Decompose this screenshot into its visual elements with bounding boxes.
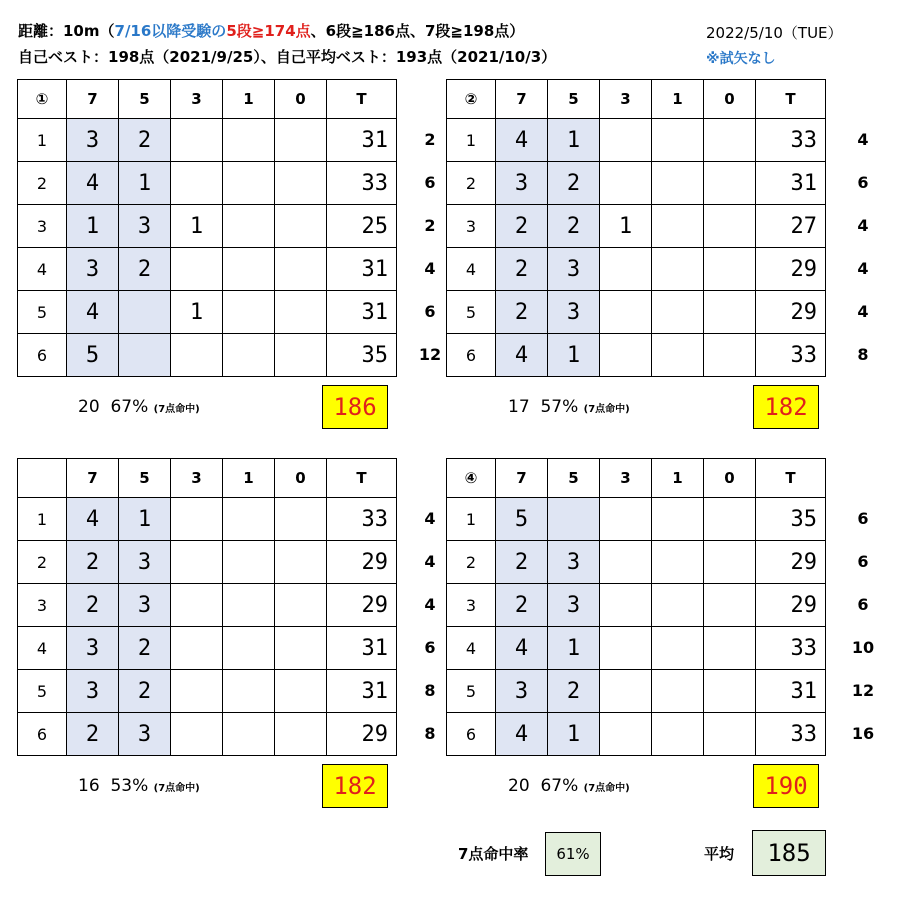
score-table-4 — [446, 458, 826, 756]
count-cell-c3 — [600, 584, 652, 627]
side-value: 4 — [424, 595, 436, 614]
round-number: 5 — [18, 291, 67, 334]
count-cell-c5 — [119, 291, 171, 334]
column-header: 1 — [652, 459, 704, 498]
round-number: 4 — [18, 248, 67, 291]
count-cell-c3 — [600, 162, 652, 205]
count-cell-c5: 3 — [119, 713, 171, 756]
session-note: ※試矢なし — [706, 51, 776, 67]
side-value: 4 — [424, 259, 436, 278]
count-cell-c0 — [275, 291, 327, 334]
count-cell-c0 — [275, 162, 327, 205]
count-cell-c1 — [652, 248, 704, 291]
round-number: 6 — [447, 334, 496, 377]
round-total: 29 — [327, 541, 397, 584]
side-value: 4 — [857, 216, 869, 235]
count-cell-c1 — [223, 670, 275, 713]
count-cell-c7: 4 — [67, 498, 119, 541]
side-value: 6 — [424, 173, 436, 192]
column-header: 1 — [223, 459, 275, 498]
count-cell-c1 — [223, 119, 275, 162]
round-number: 5 — [447, 291, 496, 334]
count-cell-c0 — [275, 248, 327, 291]
side-value: 6 — [857, 595, 869, 614]
count-cell-c0 — [275, 670, 327, 713]
count-cell-c1 — [223, 498, 275, 541]
count-cell-c7: 5 — [67, 334, 119, 377]
count-cell-c0 — [704, 498, 756, 541]
round-number: 3 — [18, 205, 67, 248]
average-value: 185 — [752, 830, 826, 876]
hit-rate-label: 7点命中率 — [458, 845, 529, 863]
count-cell-c1 — [223, 291, 275, 334]
round-total: 29 — [327, 713, 397, 756]
column-header: T — [327, 459, 397, 498]
dan-thresholds: 、6段≧186点、7段≧198点） — [310, 22, 525, 40]
count-cell-c5: 2 — [119, 627, 171, 670]
count-cell-c3: 1 — [600, 205, 652, 248]
side-value: 8 — [424, 724, 436, 743]
count-cell-c3 — [171, 162, 223, 205]
column-header: 0 — [704, 80, 756, 119]
count-cell-c7: 1 — [67, 205, 119, 248]
count-cell-c0 — [275, 119, 327, 162]
session-date: 2022/5/10（TUE） — [706, 24, 843, 42]
round-number: 1 — [447, 119, 496, 162]
side-value: 8 — [857, 345, 869, 364]
round-number: 4 — [447, 627, 496, 670]
hit-rate-note: (7点命中) — [153, 404, 200, 415]
round-number: 1 — [18, 119, 67, 162]
header-line-2: 自己ベスト：198点（2021/9/25）、自己平均ベスト：193点（2021/10/3） — [18, 48, 557, 66]
side-value: 4 — [857, 259, 869, 278]
round-number: 5 — [18, 670, 67, 713]
hit-summary — [78, 397, 200, 417]
count-cell-c7: 4 — [496, 334, 548, 377]
score-table-2 — [446, 79, 826, 377]
side-value: 2 — [424, 130, 436, 149]
hit-rate-note: (7点命中) — [153, 783, 200, 794]
count-cell-c3 — [600, 541, 652, 584]
side-value: 16 — [851, 724, 875, 743]
count-cell-c3 — [171, 541, 223, 584]
table-row — [447, 205, 826, 248]
table-row — [447, 713, 826, 756]
column-header: 3 — [600, 459, 652, 498]
score-table-1 — [17, 79, 397, 377]
round-number: 6 — [18, 713, 67, 756]
hit-rate: 57% — [540, 397, 579, 417]
count-cell-c5: 1 — [548, 334, 600, 377]
hit-count: 17 — [508, 397, 530, 417]
average-label: 平均 — [704, 845, 735, 863]
dan5-threshold: 5段≧174点 — [226, 22, 311, 40]
count-cell-c7: 3 — [67, 119, 119, 162]
count-cell-c0 — [704, 670, 756, 713]
count-cell-c1 — [223, 541, 275, 584]
round-number: 4 — [447, 248, 496, 291]
hit-rate: 53% — [110, 776, 149, 796]
hit-rate-value: 61% — [545, 832, 601, 876]
table-row — [18, 713, 397, 756]
column-header: 0 — [275, 459, 327, 498]
count-cell-c3 — [600, 248, 652, 291]
column-header: 1 — [652, 80, 704, 119]
hit-rate-note: (7点命中) — [583, 783, 630, 794]
count-cell-c7: 3 — [496, 162, 548, 205]
count-cell-c7: 4 — [496, 627, 548, 670]
table-row — [447, 498, 826, 541]
count-cell-c1 — [652, 498, 704, 541]
table-total: 186 — [322, 385, 388, 429]
count-cell-c5: 3 — [119, 541, 171, 584]
count-cell-c7: 2 — [496, 291, 548, 334]
round-total: 33 — [327, 498, 397, 541]
round-total: 27 — [756, 205, 826, 248]
table-corner: ② — [447, 80, 496, 119]
count-cell-c7: 4 — [67, 291, 119, 334]
column-header: 1 — [223, 80, 275, 119]
count-cell-c0 — [275, 541, 327, 584]
round-total: 29 — [756, 291, 826, 334]
round-total: 29 — [756, 584, 826, 627]
hit-count: 20 — [78, 397, 100, 417]
side-value: 12 — [851, 681, 875, 700]
count-cell-c0 — [704, 713, 756, 756]
count-cell-c3 — [600, 119, 652, 162]
count-cell-c7: 3 — [67, 248, 119, 291]
column-header: 0 — [275, 80, 327, 119]
column-header: T — [756, 80, 826, 119]
count-cell-c3 — [171, 498, 223, 541]
column-header: 0 — [704, 459, 756, 498]
count-cell-c5: 2 — [548, 162, 600, 205]
count-cell-c1 — [223, 248, 275, 291]
table-total: 190 — [753, 764, 819, 808]
count-cell-c5: 3 — [548, 584, 600, 627]
table-row — [18, 670, 397, 713]
count-cell-c5: 1 — [119, 162, 171, 205]
count-cell-c5: 3 — [548, 248, 600, 291]
round-number: 2 — [18, 162, 67, 205]
count-cell-c5: 2 — [119, 119, 171, 162]
table-row — [18, 541, 397, 584]
count-cell-c5: 1 — [548, 713, 600, 756]
count-cell-c1 — [652, 713, 704, 756]
count-cell-c0 — [704, 119, 756, 162]
hit-rate: 67% — [110, 397, 149, 417]
side-value: 6 — [857, 552, 869, 571]
count-cell-c3: 1 — [171, 205, 223, 248]
column-header: 3 — [171, 80, 223, 119]
column-header: 7 — [496, 80, 548, 119]
header-line-1 — [18, 20, 524, 41]
count-cell-c7: 2 — [67, 713, 119, 756]
count-cell-c7: 2 — [496, 541, 548, 584]
count-cell-c1 — [652, 670, 704, 713]
table-row — [18, 291, 397, 334]
table-row — [18, 627, 397, 670]
count-cell-c3 — [171, 670, 223, 713]
count-cell-c7: 2 — [496, 584, 548, 627]
count-cell-c5: 1 — [548, 119, 600, 162]
table-row — [447, 291, 826, 334]
count-cell-c0 — [275, 584, 327, 627]
side-value: 6 — [857, 173, 869, 192]
count-cell-c7: 3 — [67, 627, 119, 670]
round-number: 2 — [447, 541, 496, 584]
distance-text: 距離：10m（ — [18, 22, 115, 40]
count-cell-c0 — [704, 627, 756, 670]
count-cell-c3 — [600, 670, 652, 713]
count-cell-c3 — [171, 334, 223, 377]
count-cell-c1 — [652, 541, 704, 584]
count-cell-c5: 1 — [548, 627, 600, 670]
side-value: 4 — [857, 302, 869, 321]
hit-rate: 67% — [540, 776, 579, 796]
round-number: 3 — [447, 205, 496, 248]
table-row — [18, 119, 397, 162]
count-cell-c5: 2 — [119, 248, 171, 291]
side-value: 2 — [424, 216, 436, 235]
table-total: 182 — [753, 385, 819, 429]
column-header: 7 — [496, 459, 548, 498]
count-cell-c0 — [704, 291, 756, 334]
exam-date-text: 7/16以降受験の — [114, 22, 227, 40]
count-cell-c0 — [275, 334, 327, 377]
round-total: 31 — [327, 627, 397, 670]
count-cell-c1 — [223, 162, 275, 205]
count-cell-c7: 2 — [67, 541, 119, 584]
count-cell-c7: 4 — [496, 119, 548, 162]
count-cell-c1 — [223, 205, 275, 248]
count-cell-c0 — [704, 162, 756, 205]
round-total: 35 — [327, 334, 397, 377]
count-cell-c0 — [275, 713, 327, 756]
round-total: 35 — [756, 498, 826, 541]
count-cell-c7: 2 — [67, 584, 119, 627]
count-cell-c0 — [704, 334, 756, 377]
side-value: 10 — [851, 638, 875, 657]
count-cell-c3 — [600, 713, 652, 756]
column-header: T — [327, 80, 397, 119]
table-row — [447, 119, 826, 162]
count-cell-c1 — [652, 334, 704, 377]
column-header: 5 — [548, 459, 600, 498]
count-cell-c7: 3 — [496, 670, 548, 713]
table-row — [18, 205, 397, 248]
column-header: 5 — [119, 459, 171, 498]
table-row — [447, 670, 826, 713]
count-cell-c1 — [223, 584, 275, 627]
table-total: 182 — [322, 764, 388, 808]
side-value: 6 — [857, 509, 869, 528]
table-row — [447, 162, 826, 205]
round-total: 33 — [756, 713, 826, 756]
hit-summary — [508, 397, 630, 417]
count-cell-c3 — [171, 248, 223, 291]
column-header: 3 — [600, 80, 652, 119]
column-header: 7 — [67, 80, 119, 119]
count-cell-c0 — [704, 248, 756, 291]
round-total: 29 — [756, 248, 826, 291]
count-cell-c3 — [600, 334, 652, 377]
count-cell-c1 — [223, 627, 275, 670]
side-value: 4 — [857, 130, 869, 149]
table-row — [447, 541, 826, 584]
count-cell-c1 — [652, 119, 704, 162]
round-total: 31 — [327, 291, 397, 334]
table-row — [18, 334, 397, 377]
count-cell-c0 — [704, 584, 756, 627]
count-cell-c5: 3 — [119, 205, 171, 248]
count-cell-c5 — [119, 334, 171, 377]
column-header: 7 — [67, 459, 119, 498]
hit-count: 20 — [508, 776, 530, 796]
count-cell-c1 — [223, 713, 275, 756]
count-cell-c7: 3 — [67, 670, 119, 713]
column-header: T — [756, 459, 826, 498]
count-cell-c3 — [600, 498, 652, 541]
table-row — [447, 334, 826, 377]
column-header: 5 — [119, 80, 171, 119]
count-cell-c5: 2 — [119, 670, 171, 713]
side-value: 12 — [418, 345, 442, 364]
count-cell-c1 — [652, 627, 704, 670]
round-number: 3 — [18, 584, 67, 627]
count-cell-c5: 2 — [548, 670, 600, 713]
count-cell-c7: 5 — [496, 498, 548, 541]
count-cell-c0 — [704, 541, 756, 584]
round-total: 31 — [327, 248, 397, 291]
round-number: 6 — [447, 713, 496, 756]
round-number: 5 — [447, 670, 496, 713]
count-cell-c5: 1 — [119, 498, 171, 541]
side-value: 4 — [424, 552, 436, 571]
round-number: 6 — [18, 334, 67, 377]
table-row — [18, 248, 397, 291]
table-row — [18, 584, 397, 627]
count-cell-c1 — [652, 205, 704, 248]
hit-rate-note: (7点命中) — [583, 404, 630, 415]
count-cell-c3 — [171, 627, 223, 670]
count-cell-c3 — [171, 713, 223, 756]
table-row — [18, 498, 397, 541]
round-number: 1 — [18, 498, 67, 541]
table-corner: ④ — [447, 459, 496, 498]
side-value: 4 — [424, 509, 436, 528]
count-cell-c1 — [652, 162, 704, 205]
count-cell-c0 — [275, 627, 327, 670]
round-total: 33 — [756, 627, 826, 670]
score-table-3 — [17, 458, 397, 756]
count-cell-c0 — [275, 205, 327, 248]
round-total: 33 — [327, 162, 397, 205]
count-cell-c5 — [548, 498, 600, 541]
round-total: 31 — [756, 670, 826, 713]
column-header: 3 — [171, 459, 223, 498]
table-corner — [18, 459, 67, 498]
count-cell-c7: 2 — [496, 248, 548, 291]
count-cell-c1 — [652, 584, 704, 627]
count-cell-c5: 2 — [548, 205, 600, 248]
table-corner: ① — [18, 80, 67, 119]
count-cell-c3 — [171, 119, 223, 162]
table-row — [447, 248, 826, 291]
hit-summary — [508, 776, 630, 796]
round-number: 2 — [447, 162, 496, 205]
round-total: 31 — [756, 162, 826, 205]
table-row — [447, 627, 826, 670]
count-cell-c3: 1 — [171, 291, 223, 334]
count-cell-c3 — [600, 291, 652, 334]
count-cell-c5: 3 — [548, 541, 600, 584]
side-value: 6 — [424, 302, 436, 321]
count-cell-c5: 3 — [548, 291, 600, 334]
hit-summary — [78, 776, 200, 796]
round-number: 3 — [447, 584, 496, 627]
count-cell-c3 — [600, 627, 652, 670]
side-value: 6 — [424, 638, 436, 657]
round-number: 2 — [18, 541, 67, 584]
side-value: 8 — [424, 681, 436, 700]
round-total: 33 — [756, 119, 826, 162]
count-cell-c7: 4 — [496, 713, 548, 756]
count-cell-c3 — [171, 584, 223, 627]
round-total: 31 — [327, 670, 397, 713]
count-cell-c5: 3 — [119, 584, 171, 627]
round-total: 31 — [327, 119, 397, 162]
count-cell-c0 — [704, 205, 756, 248]
round-total: 29 — [327, 584, 397, 627]
round-total: 33 — [756, 334, 826, 377]
round-number: 1 — [447, 498, 496, 541]
round-total: 29 — [756, 541, 826, 584]
count-cell-c7: 4 — [67, 162, 119, 205]
round-total: 25 — [327, 205, 397, 248]
table-row — [18, 162, 397, 205]
count-cell-c7: 2 — [496, 205, 548, 248]
count-cell-c1 — [652, 291, 704, 334]
table-row — [447, 584, 826, 627]
round-number: 4 — [18, 627, 67, 670]
hit-count: 16 — [78, 776, 100, 796]
count-cell-c1 — [223, 334, 275, 377]
count-cell-c0 — [275, 498, 327, 541]
column-header: 5 — [548, 80, 600, 119]
